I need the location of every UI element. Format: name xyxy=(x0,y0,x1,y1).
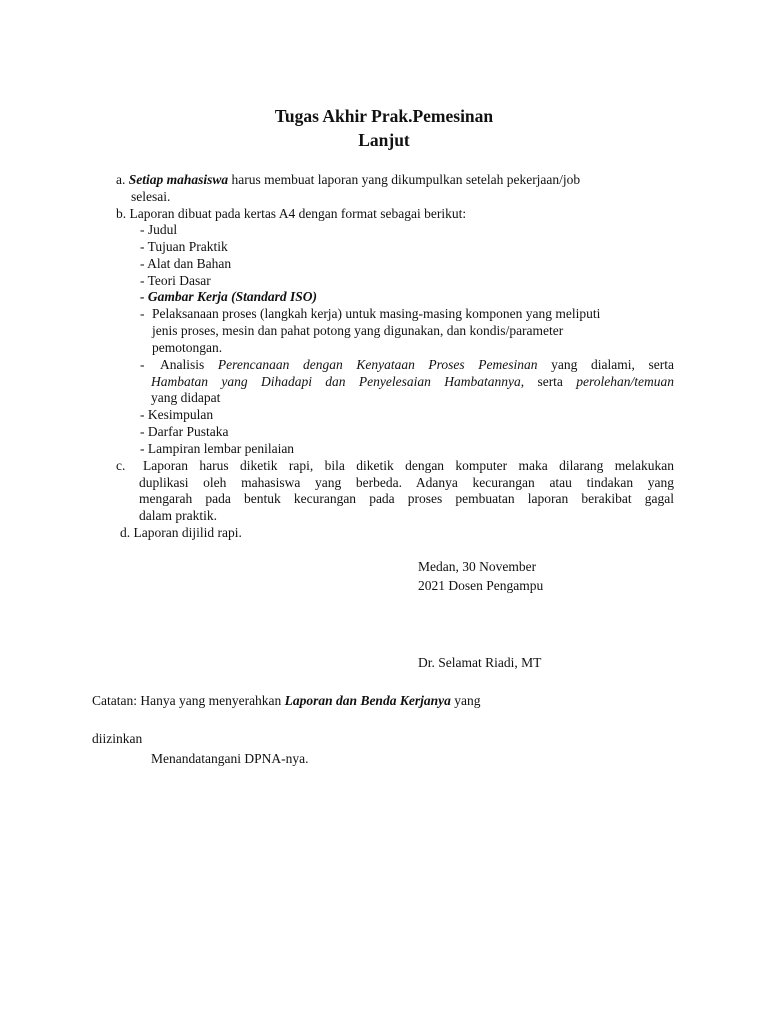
signature-year-role: 2021 Dosen Pengampu xyxy=(418,578,544,593)
list-item-judul: - Judul xyxy=(140,222,178,237)
list-item-tujuan: - Tujuan Praktik xyxy=(140,239,228,254)
item-a-text: harus membuat laporan yang dikumpulkan setelah pekerjaan/job xyxy=(228,172,581,187)
list-item-teori: - Teori Dasar xyxy=(140,273,211,288)
list-item-alat: - Alat dan Bahan xyxy=(140,256,232,271)
list-item-lampiran: - Lampiran lembar penilaian xyxy=(140,441,295,456)
signature-name: Dr. Selamat Riadi, MT xyxy=(418,655,542,670)
analisis-emphasis-3: perolehan/temuan xyxy=(576,374,675,389)
list-item-analisis-dash: - xyxy=(140,357,145,372)
note-prefix: Catatan: Hanya yang menyerahkan xyxy=(92,693,285,708)
analisis-emphasis-1: Perencanaan dengan Kenyataan Proses Pemesinan xyxy=(217,357,538,372)
list-item-pelaksanaan-line1: Pelaksanaan proses (langkah kerja) untuk masing-masing komponen yang meliputi xyxy=(152,306,601,321)
item-a xyxy=(116,172,580,189)
document-title-line2: Lanjut xyxy=(358,130,410,150)
item-c-marker: c. xyxy=(116,458,126,473)
item-a-emphasis: Setiap mahasiswa xyxy=(128,172,229,187)
item-c-line1: Laporan harus diketik rapi, bila diketik dengan komputer maka dilarang melakukan xyxy=(143,458,674,473)
item-c-line2: duplikasi oleh mahasiswa yang berbeda. Adanya kecurangan atau tindakan yang xyxy=(139,475,674,490)
list-item-kesimpulan: - Kesimpulan xyxy=(140,407,214,422)
list-item-pelaksanaan-line3: pemotongan. xyxy=(152,340,223,355)
note-suffix: yang xyxy=(450,693,481,708)
analisis-emphasis-2: Hambatan yang Dihadapi dan Penyelesaian Hambatannya xyxy=(151,374,521,389)
list-item-pelaksanaan-line2: jenis proses, mesin dan pahat potong yang digunakan, dan kondis/parameter xyxy=(152,323,564,338)
item-c-line4: dalam praktik. xyxy=(139,508,217,523)
list-item-darfar-pustaka: - Darfar Pustaka xyxy=(140,424,229,439)
note-line1 xyxy=(92,693,480,710)
list-item-gambar-kerja: - Gambar Kerja (Standard ISO) xyxy=(140,289,318,304)
item-d: d. Laporan dijilid rapi. xyxy=(120,525,242,540)
note-continuation: diizinkan xyxy=(92,731,143,746)
item-c-line3: mengarah pada bentuk kecurangan pada proses pembuatan laporan berakibat gagal xyxy=(139,491,674,506)
item-b: b. Laporan dibuat pada kertas A4 dengan format sebagai berikut: xyxy=(116,206,467,221)
analisis-lead: Analisis xyxy=(160,357,218,372)
item-a-continuation: selesai. xyxy=(131,189,171,204)
list-item-analisis-line2 xyxy=(151,374,674,391)
document-title-line1: Tugas Akhir Prak.Pemesinan xyxy=(274,106,494,126)
analisis-separator: , serta xyxy=(520,374,577,389)
note-emphasis: Laporan dan Benda Kerjanya xyxy=(284,693,451,708)
item-a-marker: a. xyxy=(116,172,126,187)
note-sign-line: Menandatangani DPNA-nya. xyxy=(151,751,309,766)
analisis-tail: yang dialami, serta xyxy=(537,357,674,372)
list-item-analisis-line1 xyxy=(160,357,674,374)
list-item-analisis-line3: yang didapat xyxy=(151,390,221,405)
signature-place-date: Medan, 30 November xyxy=(418,559,537,574)
list-item-pelaksanaan-dash: - xyxy=(140,306,145,321)
